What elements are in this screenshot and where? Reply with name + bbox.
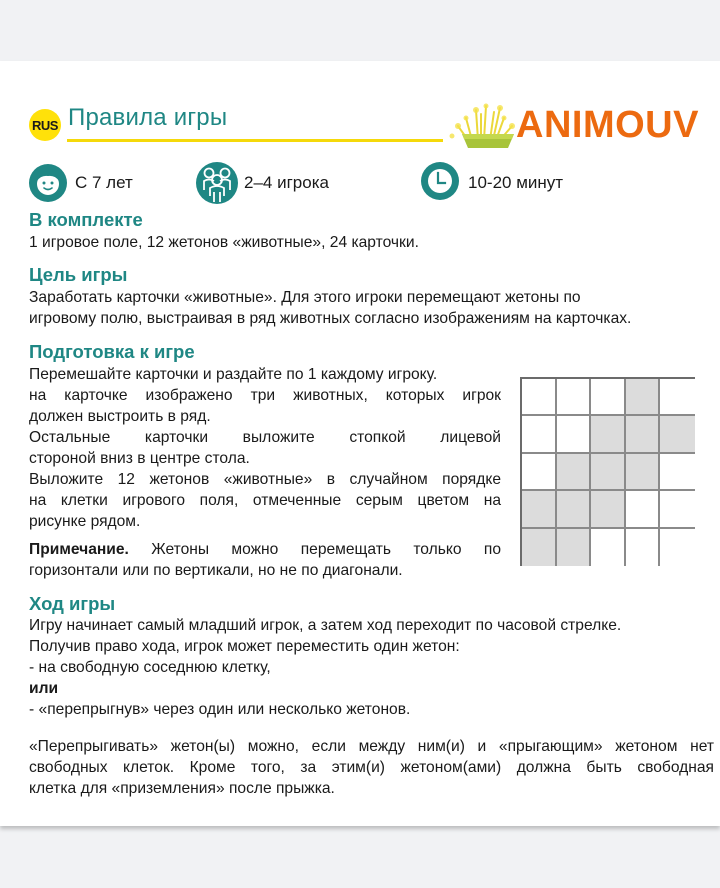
brand-name: ANIMOUV (516, 104, 699, 146)
play-line: Игру начинает самый младший игрок, а затем ход переходит по часовой стрелке. (29, 617, 622, 634)
board-cell (591, 454, 626, 491)
board-cell (660, 416, 695, 453)
board-cell (591, 416, 626, 453)
play-text (29, 615, 719, 720)
setup-line: Перемешайте карточки и раздайте по 1 каждому игроку. (29, 366, 438, 383)
board-cell (660, 529, 695, 566)
jump-line: «Перепрыгивать» жетон(ы) можно, если между ним(и) и «прыгающим» жетоном нет (29, 738, 714, 755)
board-cell (557, 491, 592, 528)
setup-line: рисунке рядом. (29, 513, 141, 530)
play-heading: Ход игры (29, 593, 116, 614)
brand-logo (448, 96, 718, 156)
contents-text: 1 игровое поле, 12 жетонов «животные», 24 карточки. (29, 234, 419, 251)
jump-line: свободных клеток. Кроме того, за этим(и) жетоном(ами) должна быть свободная (29, 759, 714, 776)
board-cell (626, 454, 661, 491)
players-label: 2–4 игрока (244, 173, 329, 192)
setup-line: Остальные карточки выложите стопкой лицевой (29, 429, 501, 446)
board-cell (522, 491, 557, 528)
setup-line: должен выстроить в ряд. (29, 408, 211, 425)
board-cell (591, 379, 626, 416)
setup-line: на клетки игрового поля, отмеченные серым цветом на (29, 492, 501, 509)
board-cell (626, 529, 661, 566)
board-cell (660, 379, 695, 416)
board-cell (522, 416, 557, 453)
jump-line: клетка для «приземления» после прыжка. (29, 780, 335, 797)
language-badge: RUS (29, 109, 61, 141)
contents-heading: В комплекте (29, 209, 143, 230)
board-cell (557, 416, 592, 453)
jump-text (29, 736, 714, 799)
goal-line: игровому полю, выстраивая в ряд животных согласно изображениям на карточках. (29, 310, 632, 327)
board-cell (591, 491, 626, 528)
setup-line: Выложите 12 жетонов «животные» в случайном порядке (29, 471, 501, 488)
goal-text (29, 287, 719, 329)
setup-line: на карточке изображено три животных, которых игрок (29, 387, 501, 404)
players-group-icon (196, 162, 238, 204)
play-line: - на свободную соседнюю клетку, (29, 659, 271, 676)
board-cell (626, 379, 661, 416)
play-line: Получив право хода, игрок может переместить один жетон: (29, 638, 460, 655)
age-label: С 7 лет (75, 173, 133, 192)
board-cell (660, 491, 695, 528)
or-label: или (29, 680, 59, 697)
board-cell (522, 529, 557, 566)
board-cell (557, 529, 592, 566)
board-cell (522, 454, 557, 491)
setup-text (29, 364, 501, 532)
board-cell (626, 416, 661, 453)
board-cell (557, 379, 592, 416)
note-text: Жетоны можно перемещать только по (151, 541, 501, 558)
play-line: - «перепрыгнув» через один или несколько жетонов. (29, 701, 411, 718)
clock-icon (421, 162, 459, 200)
child-face-icon (29, 164, 67, 202)
setup-line: стороной вниз в центре стола. (29, 450, 250, 467)
board-diagram (520, 377, 695, 566)
board-cell (591, 529, 626, 566)
title-underline (67, 139, 443, 142)
board-cell (626, 491, 661, 528)
duration-label: 10-20 минут (468, 173, 564, 192)
note-label: Примечание. (29, 541, 129, 558)
board-cell (660, 454, 695, 491)
note-line (29, 539, 501, 560)
setup-note (29, 539, 501, 581)
goal-heading: Цель игры (29, 264, 128, 285)
setup-heading: Подготовка к игре (29, 341, 195, 362)
goal-line: Заработать карточки «животные». Для этого игроки перемещают жетоны по (29, 289, 581, 306)
board-cell (557, 454, 592, 491)
page-title: Правила игры (68, 104, 228, 131)
board-cell (522, 379, 557, 416)
note-line: горизонтали или по вертикали, но не по диагонали. (29, 562, 403, 579)
